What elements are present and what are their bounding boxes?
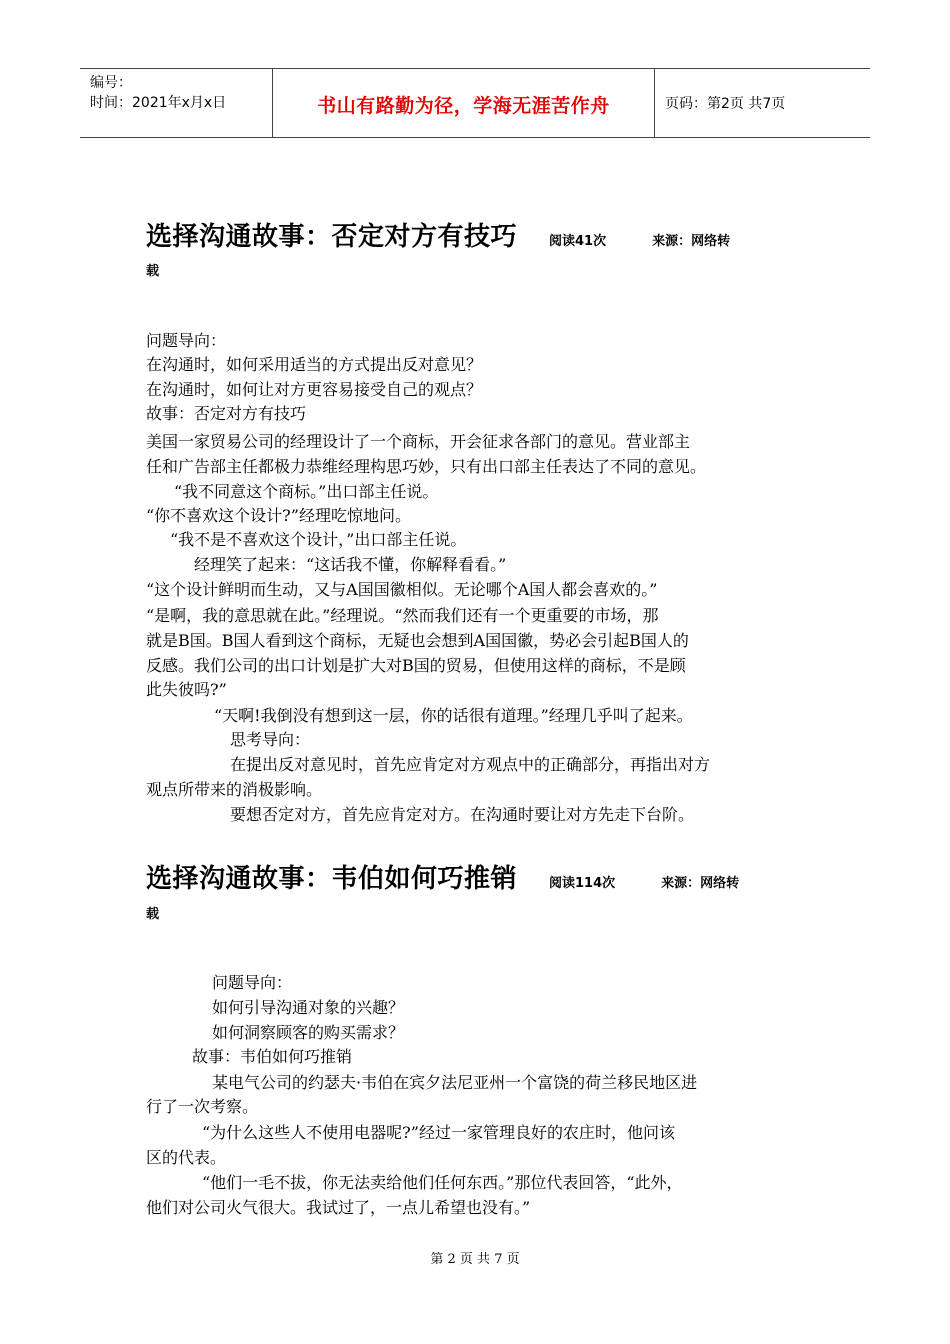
article1-line: 在沟通时，如何让对方更容易接受自己的观点？ <box>146 380 483 399</box>
article1-reads: 阅读41次 <box>549 234 607 249</box>
article1-line: 在沟通时，如何采用适当的方式提出反对意见？ <box>146 355 483 374</box>
article1-line: 观点所带来的消极影响。 <box>146 780 323 799</box>
article1-line: 经理笑了起来：“这话我不懂，你解释看看。” <box>194 555 507 574</box>
article2-line: 行了一次考察。 <box>146 1097 259 1116</box>
article1-source-cont: 载 <box>146 264 160 279</box>
article1-title: 选择沟通故事：否定对方有技巧 <box>146 222 518 252</box>
header-meta <box>80 69 273 137</box>
article1-line: 任和广告部主任都极力恭维经理构思巧妙，只有出口部主任表达了不同的意见。 <box>146 457 707 476</box>
number-label: 编号： <box>90 75 132 91</box>
article1-line: “这个设计鲜明而生动，又与A国国徽相似。无论哪个A国人都会喜欢的。” <box>146 580 658 599</box>
article2-line: “为什么这些人不使用电器呢?”经过一家管理良好的农庄时，他问该 <box>202 1123 675 1142</box>
article1-line: 故事：否定对方有技巧 <box>146 404 307 423</box>
article2-line: 问题导向： <box>212 973 293 992</box>
motto: 书山有路勤为径，学海无涯苦作舟 <box>317 94 610 117</box>
article2-line: 如何引导沟通对象的兴趣？ <box>212 998 405 1017</box>
article1-line: 问题导向： <box>146 331 227 350</box>
page-info: 页码：第2页 共7页 <box>665 96 786 112</box>
article2-source-cont: 载 <box>146 907 160 922</box>
article1-title-line <box>146 216 730 253</box>
article2-line: 故事：韦伯如何巧推销 <box>192 1047 353 1066</box>
article2-line: 如何洞察顾客的购买需求？ <box>212 1023 405 1042</box>
article2-reads: 阅读114次 <box>549 876 616 891</box>
article2-title: 选择沟通故事：韦伯如何巧推销 <box>146 864 518 894</box>
header-page-cell <box>655 69 870 137</box>
article1-line: “我不是不喜欢这个设计，”出口部主任说。 <box>170 530 467 549</box>
time-label: 时间：2021年x月x日 <box>90 95 227 111</box>
article1-source: 来源：网络转 <box>652 234 731 249</box>
article2-line: 某电气公司的约瑟夫·韦伯在宾夕法尼亚州一个富饶的荷兰移民地区进 <box>212 1073 698 1092</box>
article1-line: “我不同意这个商标。”出口部主任说。 <box>174 482 439 501</box>
article2-line: 他们对公司火气很大。我试过了，一点儿希望也没有。” <box>146 1198 531 1217</box>
article1-line: 思考导向： <box>230 730 311 749</box>
article2-line: “他们一毛不拔，你无法卖给他们任何东西。”那位代表回答，“此外， <box>202 1173 683 1192</box>
article1-line: “是啊，我的意思就在此。”经理说。“然而我们还有一个更重要的市场，那 <box>146 606 659 625</box>
article1-line: 此失彼吗?” <box>146 680 227 699</box>
article2-source: 来源：网络转 <box>661 876 740 891</box>
article2-title-line <box>146 858 739 895</box>
article1-line: 在提出反对意见时，首先应肯定对方观点中的正确部分，再指出对方 <box>230 755 711 774</box>
article1-line: “你不喜欢这个设计?”经理吃惊地问。 <box>146 506 411 525</box>
article1-line: 反感。我们公司的出口计划是扩大对B国的贸易，但使用这样的商标，不是顾 <box>146 656 686 675</box>
header-motto-cell <box>273 69 655 137</box>
article1-line: 要想否定对方，首先应肯定对方。在沟通时要让对方先走下台阶。 <box>230 805 695 824</box>
page-header <box>80 68 870 138</box>
article1-line: 美国一家贸易公司的经理设计了一个商标，开会征求各部门的意见。营业部主 <box>146 432 691 451</box>
article1-line: 就是B国。B国人看到这个商标，无疑也会想到A国国徽，势必会引起B国人的 <box>146 631 689 650</box>
page-footer: 第 2 页 共 7 页 <box>430 1252 520 1267</box>
article2-line: 区的代表。 <box>146 1148 227 1167</box>
article1-line: “天啊!我倒没有想到这一层，你的话很有道理。”经理几乎叫了起来。 <box>214 706 693 725</box>
